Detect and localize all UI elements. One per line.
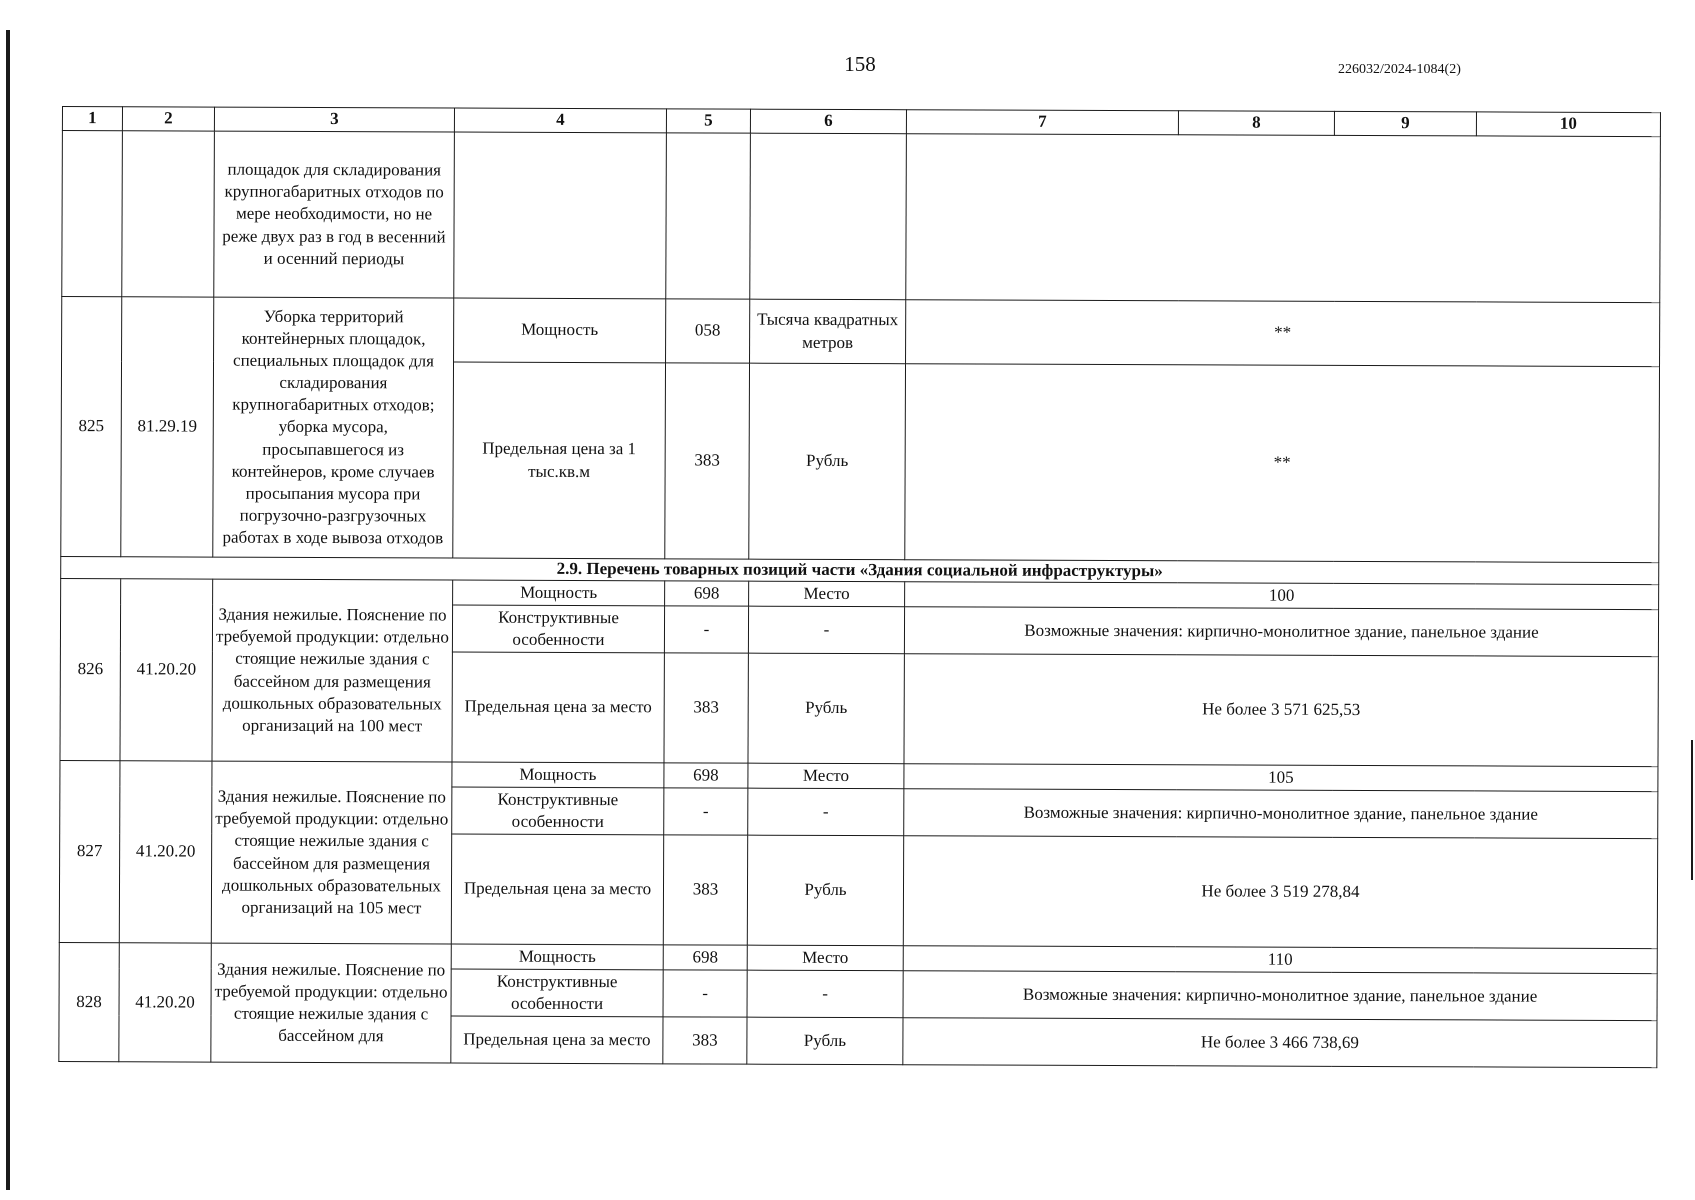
- cell-value: Возможные значения: кирпично-монолитное здание, панельное здание: [904, 789, 1658, 839]
- scan-edge-left: [6, 30, 10, 1190]
- cell-okei-code: 698: [665, 581, 749, 606]
- cell-characteristic: [454, 132, 667, 299]
- cell-unit: Рубль: [747, 1017, 903, 1065]
- cell-number: 828: [59, 942, 119, 1061]
- cell-okei-code: 383: [663, 835, 747, 945]
- cell-code: 41.20.20: [119, 761, 212, 943]
- cell-okei-code: 383: [663, 1017, 747, 1064]
- cell-value: 110: [903, 946, 1657, 974]
- cell-code: 81.29.19: [121, 297, 214, 557]
- table-row-826: [61, 578, 1659, 609]
- column-header-3: 3: [214, 107, 454, 132]
- cell-unit: Рубль: [748, 653, 904, 764]
- column-header-9: 9: [1334, 111, 1476, 136]
- cell-unit: Тысяча квадратных метров: [750, 299, 906, 364]
- cell-value: Не более 3 571 625,53: [904, 654, 1658, 767]
- document-number: 226032/2024-1084(2): [1338, 62, 1461, 77]
- cell-unit: Место: [748, 763, 904, 789]
- cell-okei-code: -: [663, 970, 747, 1017]
- cell-number: 827: [59, 760, 120, 942]
- cell-characteristic: Мощность: [451, 944, 663, 970]
- cell-code: 41.20.20: [119, 943, 211, 1062]
- cell-number: 826: [60, 578, 121, 760]
- cell-description: Здания нежилые. Пояснение по требуемой продукции: отдельно стоящие нежилые здания с бассейном для: [211, 943, 451, 1063]
- column-header-8: 8: [1178, 111, 1334, 136]
- cell-code: [122, 131, 215, 297]
- cell-value: **: [905, 364, 1660, 563]
- cell-characteristic: Предельная цена за 1 тыс.кв.м: [453, 362, 666, 559]
- cell-okei-code: 058: [666, 299, 750, 363]
- cell-characteristic: Предельная цена за место: [452, 652, 664, 763]
- cell-value: Не более 3 519 278,84: [903, 836, 1657, 949]
- cell-value: [906, 134, 1661, 303]
- cell-unit: [750, 133, 907, 300]
- cell-unit: Рубль: [749, 363, 906, 560]
- cell-characteristic: Мощность: [454, 298, 666, 363]
- cell-value: **: [906, 300, 1660, 367]
- cell-okei-code: 698: [664, 763, 748, 788]
- cell-okei-code: 383: [664, 653, 748, 763]
- column-header-1: 1: [62, 107, 122, 131]
- cell-value: 105: [904, 764, 1658, 792]
- cell-unit: -: [748, 788, 904, 836]
- cell-characteristic: Конструктивные особенности: [451, 969, 663, 1017]
- cell-unit: Место: [749, 581, 905, 607]
- cell-description: Здания нежилые. Пояснение по требуемой продукции: отдельно стоящие нежилые здания с бассейном для размещения дошкольных образовательных организаций на 105 мест: [211, 761, 452, 944]
- cell-characteristic: Предельная цена за место: [451, 834, 663, 945]
- product-positions-table: [58, 106, 1661, 1068]
- table-row-continuation: [62, 131, 1661, 303]
- scan-edge-right: [1691, 740, 1693, 880]
- section-title: 2.9. Перечень товарных позиций части «Здания социальной инфраструктуры»: [61, 556, 1659, 584]
- cell-okei-code: 698: [663, 945, 747, 970]
- cell-number: 825: [61, 297, 122, 557]
- table-row-825: [62, 297, 1660, 367]
- cell-okei-code: [666, 133, 751, 299]
- cell-characteristic: Конструктивные особенности: [452, 787, 664, 835]
- table-row-827: [60, 760, 1658, 791]
- cell-description: площадок для складирования крупногабаритных отходов по мере необходимости, но не реже двух раз в год в весенний и осенний периоды: [214, 131, 455, 298]
- column-header-4: 4: [454, 108, 666, 133]
- cell-characteristic: Мощность: [453, 580, 665, 606]
- cell-unit: Место: [747, 945, 903, 971]
- page-number: 158: [844, 52, 876, 76]
- cell-value: Возможные значения: кирпично-монолитное здание, панельное здание: [903, 971, 1657, 1021]
- cell-value: Возможные значения: кирпично-монолитное здание, панельное здание: [904, 607, 1658, 657]
- cell-okei-code: -: [664, 606, 748, 653]
- column-header-6: 6: [750, 109, 906, 134]
- column-header-2: 2: [122, 107, 214, 131]
- column-header-5: 5: [666, 109, 750, 133]
- cell-unit: -: [748, 606, 904, 654]
- cell-description: Здания нежилые. Пояснение по требуемой продукции: отдельно стоящие нежилые здания с бассейном для размещения дошкольных образовательных организаций на 100 мест: [212, 579, 453, 762]
- cell-okei-code: 383: [665, 363, 750, 559]
- cell-code: 41.20.20: [120, 579, 213, 761]
- table-row-828: [59, 942, 1657, 973]
- column-header-7: 7: [906, 110, 1178, 135]
- cell-value: Не более 3 466 738,69: [903, 1018, 1657, 1068]
- cell-unit: -: [747, 970, 903, 1018]
- cell-unit: Рубль: [747, 835, 903, 946]
- cell-characteristic: Мощность: [452, 762, 664, 788]
- cell-number: [62, 131, 123, 297]
- cell-value: 100: [905, 582, 1659, 610]
- cell-characteristic: Предельная цена за место: [451, 1016, 663, 1064]
- cell-characteristic: Конструктивные особенности: [452, 605, 664, 653]
- cell-description: Уборка территорий контейнерных площадок, специальных площадок для складирования крупногабаритных отходов; уборка мусора, просыпавшегося из контейнеров, кроме случаев просыпания мусора при погрузочно-разгрузочных работах в ходе вывоза отходов: [213, 297, 454, 558]
- cell-okei-code: -: [664, 788, 748, 835]
- document-table-container: [58, 106, 1660, 1068]
- column-header-10: 10: [1476, 112, 1660, 137]
